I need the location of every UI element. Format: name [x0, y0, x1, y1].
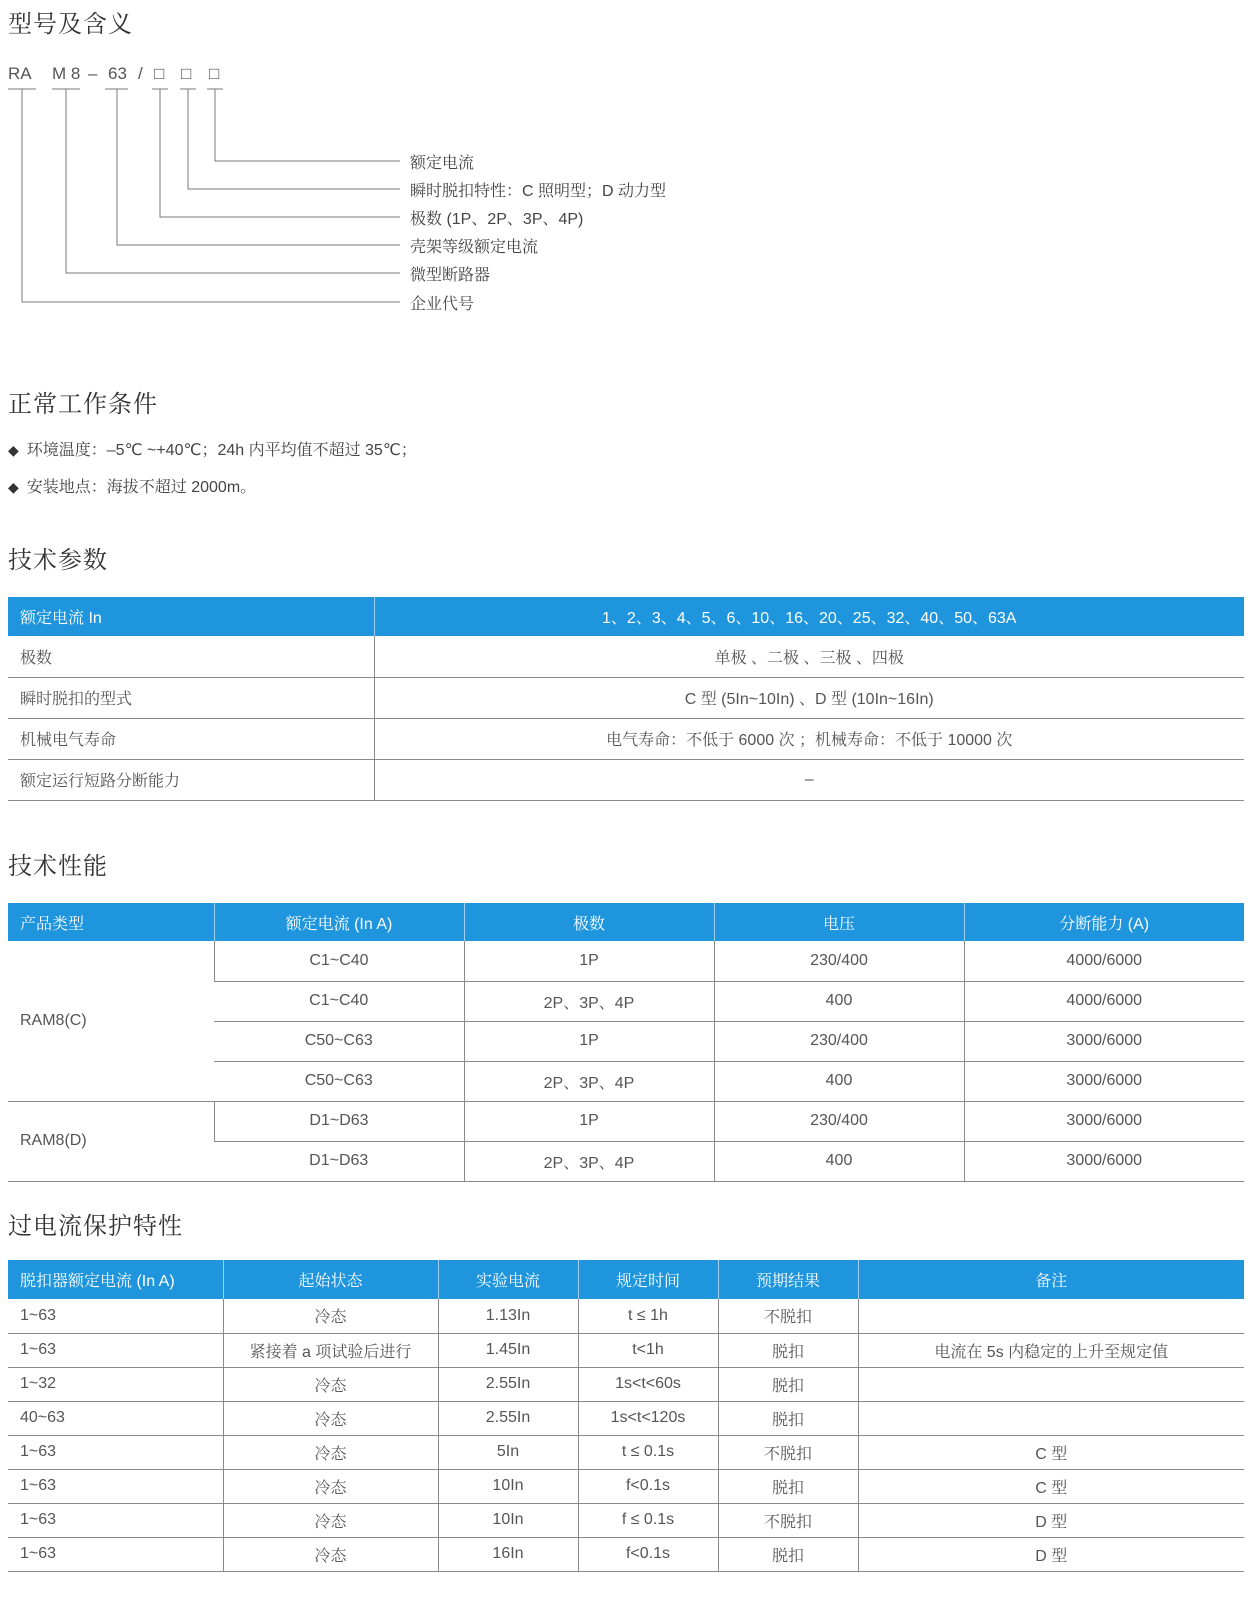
table-cell: 230/400 [714, 1021, 964, 1061]
table-cell: C 型 [858, 1469, 1244, 1503]
performance-table [8, 903, 1244, 1182]
table-cell: 1~63 [8, 1333, 223, 1367]
table-cell: 1~63 [8, 1435, 223, 1469]
table-cell: 不脱扣 [718, 1435, 858, 1469]
table-cell: 1~32 [8, 1367, 223, 1401]
condition-item [8, 474, 256, 497]
table-cell: 脱扣 [718, 1367, 858, 1401]
table-cell: 1s<t<60s [578, 1367, 718, 1401]
table-cell: C50~C63 [214, 1061, 464, 1101]
table-cell: 冷态 [223, 1367, 438, 1401]
table-cell: 1.13In [438, 1299, 578, 1333]
table-cell: 1.45In [438, 1333, 578, 1367]
code-part-dash: – [88, 64, 98, 83]
table-cell: 1P [464, 1021, 714, 1061]
table-cell: 1~63 [8, 1299, 223, 1333]
table-row [8, 597, 1244, 636]
condition-temperature: 环境温度：–5℃ ~+40℃；24h 内平均值不超过 35℃； [26, 442, 417, 459]
param-label: 瞬时脱扣的型式 [8, 677, 374, 718]
param-value: C 型 (5In~10In) 、D 型 (10In~16In) [374, 677, 1244, 718]
column-header: 脱扣器额定电流 (In A) [8, 1260, 223, 1299]
table-cell: 脱扣 [718, 1469, 858, 1503]
meaning-frame-current: 壳架等级额定电流 [410, 239, 539, 256]
section-title-conditions: 正常工作条件 [8, 391, 158, 418]
table-header-row [8, 1260, 1244, 1299]
table-cell: 400 [714, 1141, 964, 1181]
table-cell: 2P、3P、4P [464, 1141, 714, 1181]
table-cell: 1s<t<120s [578, 1401, 718, 1435]
table-row [8, 941, 1244, 981]
table-cell: 1~63 [8, 1503, 223, 1537]
table-cell: t<1h [578, 1333, 718, 1367]
table-cell: f<0.1s [578, 1537, 718, 1571]
table-cell: 脱扣 [718, 1401, 858, 1435]
table-cell: 2P、3P、4P [464, 981, 714, 1021]
table-cell [858, 1367, 1244, 1401]
section-title-performance: 技术性能 [8, 853, 108, 880]
table-cell: 冷态 [223, 1435, 438, 1469]
code-box-trip: □ [181, 64, 192, 83]
table-cell: f<0.1s [578, 1469, 718, 1503]
meaning-mcb: 微型断路器 [410, 267, 491, 284]
table-cell: 4000/6000 [964, 941, 1244, 981]
table-row [8, 759, 1244, 800]
table-row [8, 1333, 1244, 1367]
table-cell: 1~63 [8, 1537, 223, 1571]
table-cell: 400 [714, 981, 964, 1021]
meaning-rated-current: 额定电流 [410, 155, 475, 172]
table-row [8, 1469, 1244, 1503]
param-value: 1、2、3、4、5、6、10、16、20、25、32、40、50、63A [374, 597, 1244, 636]
column-header: 起始状态 [223, 1260, 438, 1299]
table-cell: 4000/6000 [964, 981, 1244, 1021]
table-row [8, 1367, 1244, 1401]
code-part-m8: M 8 [52, 64, 81, 83]
condition-altitude: 安装地点：海拔不超过 2000m。 [26, 479, 257, 496]
table-cell: 2.55In [438, 1367, 578, 1401]
table-cell: 3000/6000 [964, 1021, 1244, 1061]
column-header: 分断能力 (A) [964, 903, 1244, 941]
table-cell: C1~C40 [214, 941, 464, 981]
table-cell: 冷态 [223, 1299, 438, 1333]
code-box-current: □ [209, 64, 220, 83]
table-cell: D 型 [858, 1503, 1244, 1537]
meaning-trip-characteristic: 瞬时脱扣特性：C 照明型；D 动力型 [410, 183, 667, 200]
column-header: 实验电流 [438, 1260, 578, 1299]
table-cell: 电流在 5s 内稳定的上升至规定值 [858, 1333, 1244, 1367]
diamond-bullet-icon: ◆ [8, 442, 19, 458]
table-cell: 230/400 [714, 1101, 964, 1141]
table-cell: 3000/6000 [964, 1061, 1244, 1101]
table-cell: 10In [438, 1469, 578, 1503]
column-header: 极数 [464, 903, 714, 941]
param-label: 额定运行短路分断能力 [8, 759, 374, 800]
code-part-63: 63 [108, 64, 127, 83]
product-type-cell: RAM8(D) [8, 1101, 214, 1181]
table-cell: 1P [464, 941, 714, 981]
table-row [8, 1503, 1244, 1537]
code-part-ra: RA [8, 64, 32, 83]
table-cell: D1~D63 [214, 1141, 464, 1181]
table-cell: 40~63 [8, 1401, 223, 1435]
table-cell: C50~C63 [214, 1021, 464, 1061]
column-header: 规定时间 [578, 1260, 718, 1299]
table-cell: C 型 [858, 1435, 1244, 1469]
table-cell: t ≤ 1h [578, 1299, 718, 1333]
table-cell: 230/400 [714, 941, 964, 981]
table-cell: 3000/6000 [964, 1101, 1244, 1141]
table-cell: D1~D63 [214, 1101, 464, 1141]
product-type-cell: RAM8(C) [8, 941, 214, 1101]
table-cell: 10In [438, 1503, 578, 1537]
leader-poles [160, 89, 400, 217]
param-label: 额定电流 In [8, 597, 374, 636]
table-cell: t ≤ 0.1s [578, 1435, 718, 1469]
column-header: 电压 [714, 903, 964, 941]
leader-current [215, 89, 400, 161]
code-part-slash: / [138, 64, 143, 83]
table-row [8, 1401, 1244, 1435]
table-cell: 5In [438, 1435, 578, 1469]
table-cell: 16In [438, 1537, 578, 1571]
table-row [8, 1435, 1244, 1469]
meaning-company-code: 企业代号 [410, 296, 475, 313]
param-label: 机械电气寿命 [8, 718, 374, 759]
param-label: 极数 [8, 636, 374, 677]
table-cell: 脱扣 [718, 1333, 858, 1367]
protection-table [8, 1260, 1244, 1572]
param-value: – [374, 759, 1244, 800]
table-header-row [8, 903, 1244, 941]
table-cell: 冷态 [223, 1401, 438, 1435]
params-table [8, 597, 1244, 801]
table-row [8, 718, 1244, 759]
column-header: 产品类型 [8, 903, 214, 941]
table-cell: 不脱扣 [718, 1299, 858, 1333]
table-row [8, 677, 1244, 718]
table-cell: 冷态 [223, 1469, 438, 1503]
table-cell: 1P [464, 1101, 714, 1141]
table-cell [858, 1299, 1244, 1333]
diamond-bullet-icon: ◆ [8, 479, 19, 495]
table-cell: 脱扣 [718, 1537, 858, 1571]
table-cell: 1~63 [8, 1469, 223, 1503]
table-cell [858, 1401, 1244, 1435]
table-row [8, 636, 1244, 677]
table-row [8, 1101, 1244, 1141]
param-value: 单极 、二极 、三极 、四极 [374, 636, 1244, 677]
param-value: 电气寿命：不低于 6000 次 ；机械寿命：不低于 10000 次 [374, 718, 1244, 759]
section-title-protection: 过电流保护特性 [8, 1213, 183, 1240]
column-header: 预期结果 [718, 1260, 858, 1299]
column-header: 额定电流 (In A) [214, 903, 464, 941]
table-cell: 冷态 [223, 1503, 438, 1537]
table-cell: 冷态 [223, 1537, 438, 1571]
table-cell: 不脱扣 [718, 1503, 858, 1537]
leader-company [22, 89, 400, 302]
condition-item [8, 437, 417, 460]
table-row [8, 1299, 1244, 1333]
table-cell: C1~C40 [214, 981, 464, 1021]
table-cell: 2.55In [438, 1401, 578, 1435]
table-cell: 2P、3P、4P [464, 1061, 714, 1101]
leader-frame [117, 89, 400, 245]
table-cell: 3000/6000 [964, 1141, 1244, 1181]
table-cell: 400 [714, 1061, 964, 1101]
code-box-poles: □ [154, 64, 165, 83]
table-row [8, 1537, 1244, 1571]
section-title-params: 技术参数 [8, 547, 108, 574]
section-title-model: 型号及含义 [8, 11, 133, 38]
table-cell: D 型 [858, 1537, 1244, 1571]
model-code-diagram [0, 0, 1251, 330]
meaning-poles: 极数 (1P、2P、3P、4P) [410, 211, 584, 228]
table-cell: 紧接着 a 项试验后进行 [223, 1333, 438, 1367]
table-cell: f ≤ 0.1s [578, 1503, 718, 1537]
leader-trip [188, 89, 400, 189]
column-header: 备注 [858, 1260, 1244, 1299]
